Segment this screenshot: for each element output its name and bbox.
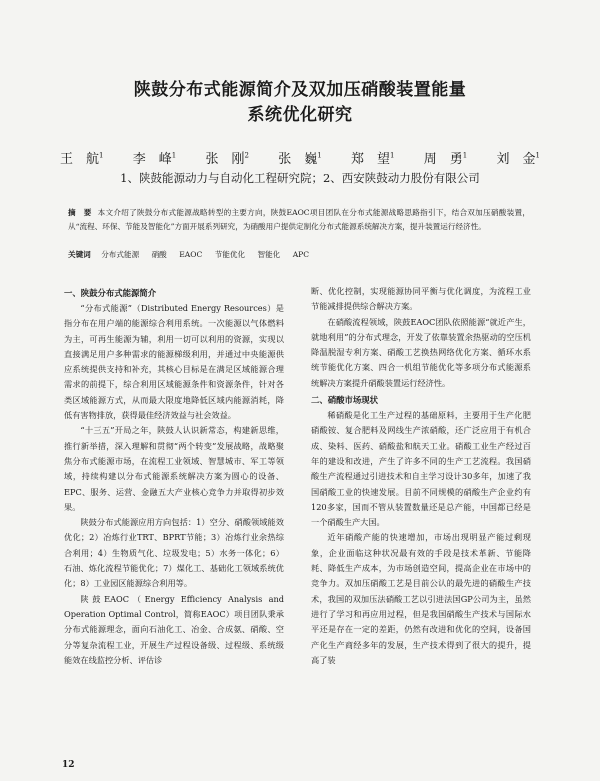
abstract (68, 206, 530, 233)
section-heading: 二、硝酸市场现状 (311, 395, 378, 406)
right-column (311, 284, 531, 668)
keyword: 分布式能源 (101, 250, 140, 259)
paper-title (60, 78, 540, 128)
paragraph: “十三五”开局之年，陕鼓人认识新常态，构建新思维，推行新举措，深入理解和贯彻“两个转变”发展战略，战略聚焦分布式能源市场，在流程工业领域、智慧城市、军工等领域，持续构建以分布式能源系统解决方案为圆心的设备、EPC、服务、运营、金融五大产业核心竞争力并取得初步效果。 (64, 425, 284, 512)
paragraph: “分布式能源”（Distributed Energy Resources）是指分布在用户端的能源综合利用系统。一次能源以气体燃料为主，可再生能源为辅，利用一切可以利用的资源，实现以直接满足用户多种需求的能源梯级利用，并通过中央能源供应系统提供支持和补充，其核心目标是在满足区域能源合理需求的前提下，综合利用区域能源条件和资源条件，针对各类区域能源方式，从而最大限度地降低区域内能源消耗，降低有害物排放，获得最佳经济效益与社会效益。 (64, 303, 284, 421)
left-column (64, 284, 284, 668)
title-line-1: 陕鼓分布式能源简介及双加压硝酸装置能量 (133, 80, 467, 100)
author: 张 刚$^2$ (205, 151, 249, 167)
keywords-label: 关键词 (68, 250, 91, 259)
paragraph: 陕鼓分布式能源应用方向包括：1）空分、硝酸领域能效优化；2）冶炼行业TRT、BPRT节能；3）冶炼行业余热综合利用；4）生物质气化、垃圾发电；5）水务一体化；6）石油、炼化流程节能优化；7）煤化工、基础化工领域系统优化；8）工业园区能源综合利用等。 (64, 517, 284, 589)
keyword: APC (292, 250, 310, 259)
keyword: 硝酸 (151, 250, 167, 259)
title-line-2: 系统优化研究 (247, 105, 353, 125)
paragraph: 稀硝酸是化工生产过程的基础原料，主要用于生产化肥硝酸铵、复合肥料及网线生产浓硝酸，还广泛应用于有机合成、染料、医药、硝酸盐和航天工业。硝酸工业生产经过百年的建设和改进，产生了许多不同的生产工艺流程。我国硝酸生产流程通过引进技术和自主学习设计30多年，加速了我国硝酸工业的快速发展。目前不同规模的硝酸生产企业约有120多家，国而不管从装置数量还是总产能，中国都已经是一个硝酸生产大国。 (311, 410, 531, 528)
author: 周 勇$^1$ (423, 151, 468, 167)
author: 李 峰$^1$ (132, 151, 177, 167)
keyword: EAOC (179, 250, 203, 259)
author: 王 航$^1$ (60, 151, 104, 167)
paragraph: 近年硝酸产能的快速增加，市场出现明显产能过剩现象，企业面临这种状况最有效的手段是技术革新、节能降耗、降低生产成本，为市场创造空间，提高企业在市场中的竞争力。双加压硝酸工艺是目前公认的最先进的硝酸生产技术，我国的双加压法硝酸工艺以引进法国GP公司为主，虽然进行了学习和再应用过程，但是我国硝酸生产技术与国际水平还是存在一定的差距，仍然有改进和优化的空间，设备国产化生产商经多年的发展，生产技术得到了很大的提升，提高了装 (311, 532, 531, 665)
paragraph: 陕鼓EAOC（Energy Efficiency Analysis and Operation Optimal Control，简称EAOC）项目团队秉承分布式能源理念，面向石油化工、冶金、合成氨、硝酸、空分等复杂流程工业，开展生产过程设备级、过程级、系统级能效在线监控分析、评估诊 (64, 593, 284, 665)
author-list (60, 148, 540, 167)
page-number: 12 (62, 760, 75, 770)
author: 郑 望$^1$ (351, 151, 395, 167)
keywords (68, 248, 530, 261)
abstract-label: 摘 要 (68, 208, 92, 217)
section-heading: 一、陕鼓分布式能源简介 (64, 288, 157, 298)
affiliation: 1、陕鼓能源动力与自动化工程研究院；2、西安陕鼓动力股份有限公司 (120, 171, 480, 185)
paragraph-continued: 断、优化控制，实现能源协同平衡与优化调度，为流程工业节能减排提供综合解决方案。 (311, 286, 531, 312)
keyword: 智能化 (257, 250, 281, 259)
abstract-text: 本文介绍了陕鼓分布式能源战略转型的主要方向，陕鼓EAOC项目团队在分布式能源战略思路指引下，结合双加压硝酸装置，从“流程、环保、节能及智能化”方面开展系列研究，为硝酸用户提供定制化分布式能源系统解决方案，提升装置运行经济性。 (68, 208, 531, 231)
author: 张 巍$^1$ (278, 151, 322, 167)
paragraph: 在硝酸流程领域，陕鼓EAOC团队依照能源“就近产生，就地利用”的分布式理念，开发了依靠装置余热驱动的空压机降温脱湿专利方案、硝酸工艺换热网络优化方案、循环水系统节能优化方案、四合一机组节能优化等多项分布式能源系统解决方案提升硝酸装置运行经济性。 (311, 316, 531, 388)
keyword: 节能优化 (214, 250, 246, 259)
author: 刘 金$^1$ (496, 151, 540, 167)
